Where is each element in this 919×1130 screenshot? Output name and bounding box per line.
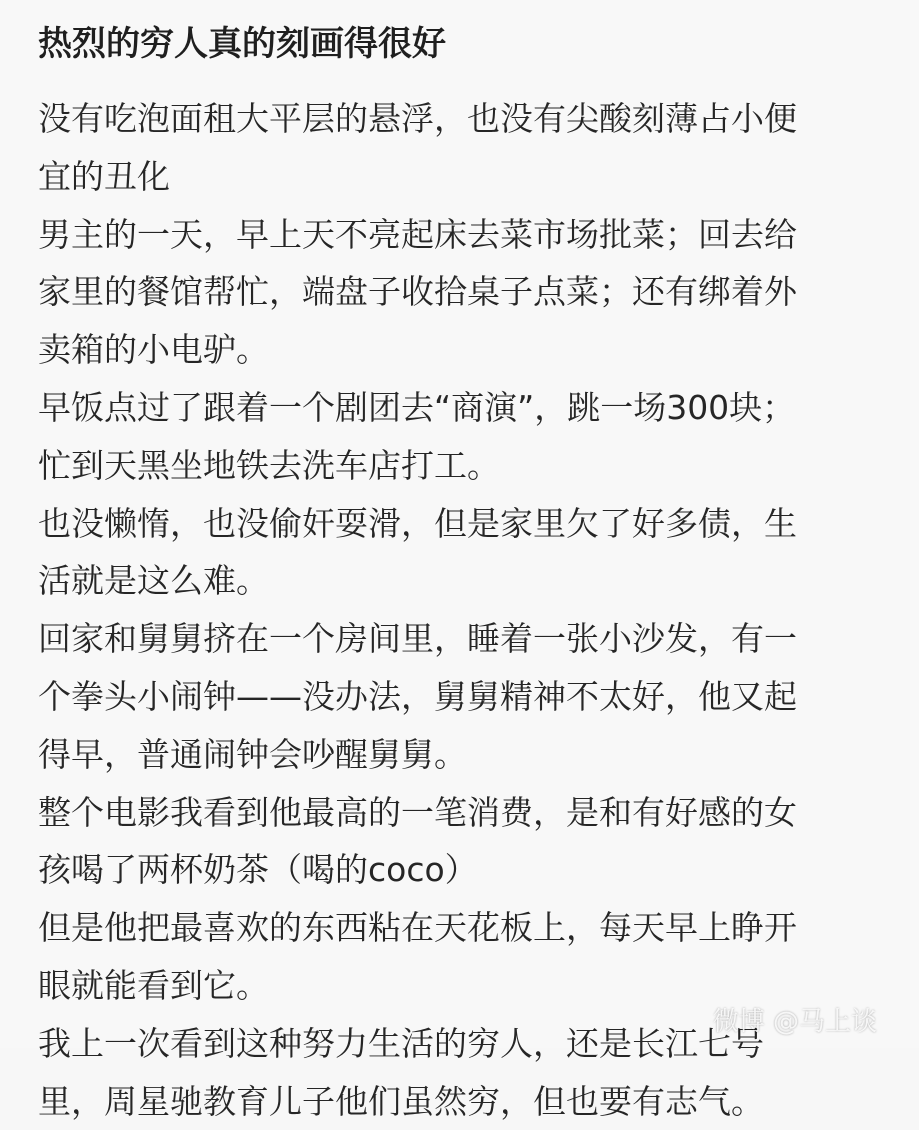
text-line: 整个电影我看到他最高的一笔消费，是和有好感的女 <box>38 792 797 832</box>
text-line: 男主的一天，早上天不亮起床去菜市场批菜；回去给 <box>38 214 797 254</box>
text-line: 也没懒惰，也没偷奸耍滑，但是家里欠了好多债，生 <box>38 503 797 543</box>
post-body <box>38 90 898 1130</box>
text-line: 我上一次看到这种努力生活的穷人，还是长江七号 <box>38 1023 764 1063</box>
text-line: 回家和舅舅挤在一个房间里，睡着一张小沙发，有一 <box>38 619 797 659</box>
text-line: 但是他把最喜欢的东西粘在天花板上，每天早上睁开 <box>38 908 797 948</box>
watermark: 微博 @马上谈 <box>712 1007 877 1037</box>
text-line: 忙到天黑坐地铁去洗车店打工。 <box>38 445 500 485</box>
text-line: 宜的丑化 <box>38 156 170 196</box>
text-line: 活就是这么难。 <box>38 561 269 601</box>
post-title: 热烈的穷人真的刻画得很好 <box>38 24 446 64</box>
text-line: 里，周星驰教育儿子他们虽然穷，但也要有志气。 <box>38 1081 764 1121</box>
text-line: 家里的餐馆帮忙，端盘子收拾桌子点菜；还有绑着外 <box>38 272 797 312</box>
text-line: 眼就能看到它。 <box>38 965 269 1005</box>
text-line: 没有吃泡面租大平层的悬浮，也没有尖酸刻薄占小便 <box>38 99 797 138</box>
text-line: 早饭点过了跟着一个剧团去“商演”，跳一场300块； <box>38 387 796 427</box>
text-line: 卖箱的小电驴。 <box>38 330 269 370</box>
text-line: 个拳头小闹钟——没办法，舅舅精神不太好，他又起 <box>38 676 797 716</box>
text-line: 孩喝了两杯奶茶（喝的coco） <box>38 850 478 890</box>
text-line: 得早，普通闹钟会吵醒舅舅。 <box>38 734 467 774</box>
